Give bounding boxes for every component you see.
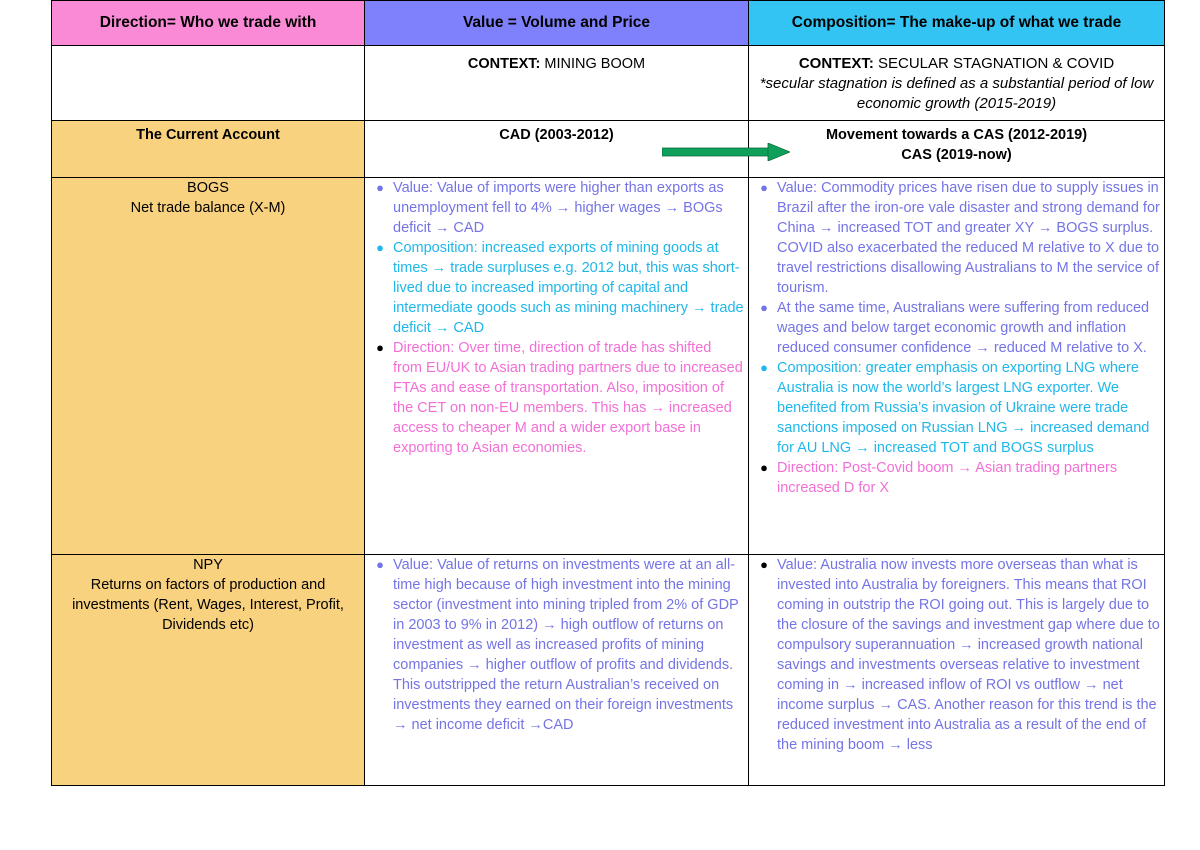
bullet-icon: ● [760,300,768,315]
bogs-cad-direction: Direction: Over time, direction of trade has shifted from EU/UK to Asian trading partners due to increased FTAs and ease of transportation. Also, imposition of the CET on non-EU members. This has → increased access to cheaper M and a wider export base in exporting to Asian economies. [393,340,743,456]
cas-heading [749,121,1165,178]
bullet-icon: ● [760,180,768,195]
bogs-cad-composition: Composition: increased exports of mining goods at times → trade surpluses e.g. 2012 but, this was short-lived due to increased importing of capital and intermediate goods such as mining machinery → trade deficit → CAD [393,240,744,336]
bogs-cas-composition: Composition: greater emphasis on exporting LNG where Australia is now the world’s largest LNG exporter. We benefited from Russia’s invasion of Ukraine were trade sanctions imposed on Russian LNG → increased demand for AU LNG → increased TOT and BOGS surplus [777,360,1150,456]
bogs-label-cell [52,178,365,555]
list-item [371,338,744,458]
bogs-cad-value: Value: Value of imports were higher than exports as unemployment fell to 4% → higher wages → BOGs deficit → CAD [393,180,724,236]
bogs-cas-direction: Direction: Post-Covid boom → Asian trading partners increased D for X [777,460,1118,496]
bogs-cas-value-1: Value: Commodity prices have risen due to supply issues in Brazil after the iron-ore vale disaster and strong demand for China → increased TOT and greater XY → BOGS surplus. COVID also exacerbated the reduced M relative to X due to travel restrictions disallowing Australians to M the service of tourism. [777,180,1160,296]
bogs-title: BOGS [187,180,229,196]
cas-heading-line1: Movement towards a CAS (2012-2019) [825,127,1088,143]
cas-heading-line2: CAS (2019-now) [901,147,1012,163]
bogs-row [52,178,1165,555]
context-mining-boom [365,46,749,121]
comparison-table [51,0,1165,786]
list-item [371,555,744,735]
context-row [52,46,1165,121]
bullet-icon: ● [760,557,768,572]
npy-row [52,555,1165,786]
npy-cas-cell [749,555,1165,786]
npy-cas-value: Value: Australia now invests more overseas than what is invested into Australia by foreigners. This means that ROI coming in outstrip the ROI going out. This is largely due to the closure of the savings and investment gap where due to compulsory superannuation → increased growth national savings and investments overseas relative to investment coming in → increased inflow of ROI vs outflow → net income surplus → CAS. Another reason for this trend is the reduced investment into Australia as a result of the end of the mining boom → less [777,557,1160,753]
list-item [755,458,1160,498]
context-value: MINING BOOM [544,56,646,72]
bogs-subtitle: Net trade balance (X-M) [130,200,286,216]
context-note: *secular stagnation is defined as a substantial period of low economic growth (2015-2019) [759,75,1154,112]
list-item [755,298,1160,358]
cad-heading: CAD (2003-2012) [365,121,749,178]
npy-cad-cell [365,555,749,786]
bullet-icon: ● [376,180,384,195]
context-secular-stagnation [749,46,1165,121]
list-item [755,555,1160,755]
bullet-icon: ● [376,240,384,255]
bogs-cad-cell [365,178,749,555]
npy-subtitle: Returns on factors of production and investments (Rent, Wages, Interest, Profit, Dividends etc) [72,577,344,633]
bogs-cas-value-2: At the same time, Australians were suffering from reduced wages and below target economic growth and inflation reduced consumer confidence → reduced M relative to X. [777,300,1150,356]
context-value: SECULAR STAGNATION & COVID [878,55,1115,72]
context-label: CONTEXT: [798,55,874,72]
list-item [371,178,744,238]
right-arrow-icon [662,143,790,161]
npy-cad-value: Value: Value of returns on investments were at an all-time high because of high investment into the mining sector (investment into mining tripled from 2% of GDP in 2003 to 9% in 2012) → high outflow of returns on investment as well as increased profits of mining companies → higher outflow of profits and dividends. This outstripped the return Australian’s received on investments they earned on their foreign investments → net income deficit →CAD [393,557,739,733]
current-account-label: The Current Account [52,121,365,178]
list-item [755,178,1160,298]
bullet-icon: ● [760,360,768,375]
context-label: CONTEXT: [467,56,541,72]
npy-label-cell [52,555,365,786]
bullet-icon: ● [376,557,384,572]
npy-title: NPY [193,557,223,573]
current-account-row [52,121,1165,178]
bullet-icon: ● [376,340,384,355]
bullet-icon: ● [760,460,768,475]
header-direction: Direction= Who we trade with [52,1,365,46]
header-value: Value = Volume and Price [365,1,749,46]
context-empty-cell [52,46,365,121]
header-composition: Composition= The make-up of what we trade [749,1,1165,46]
list-item [371,238,744,338]
list-item [755,358,1160,458]
header-row [52,1,1165,46]
bogs-cas-cell [749,178,1165,555]
